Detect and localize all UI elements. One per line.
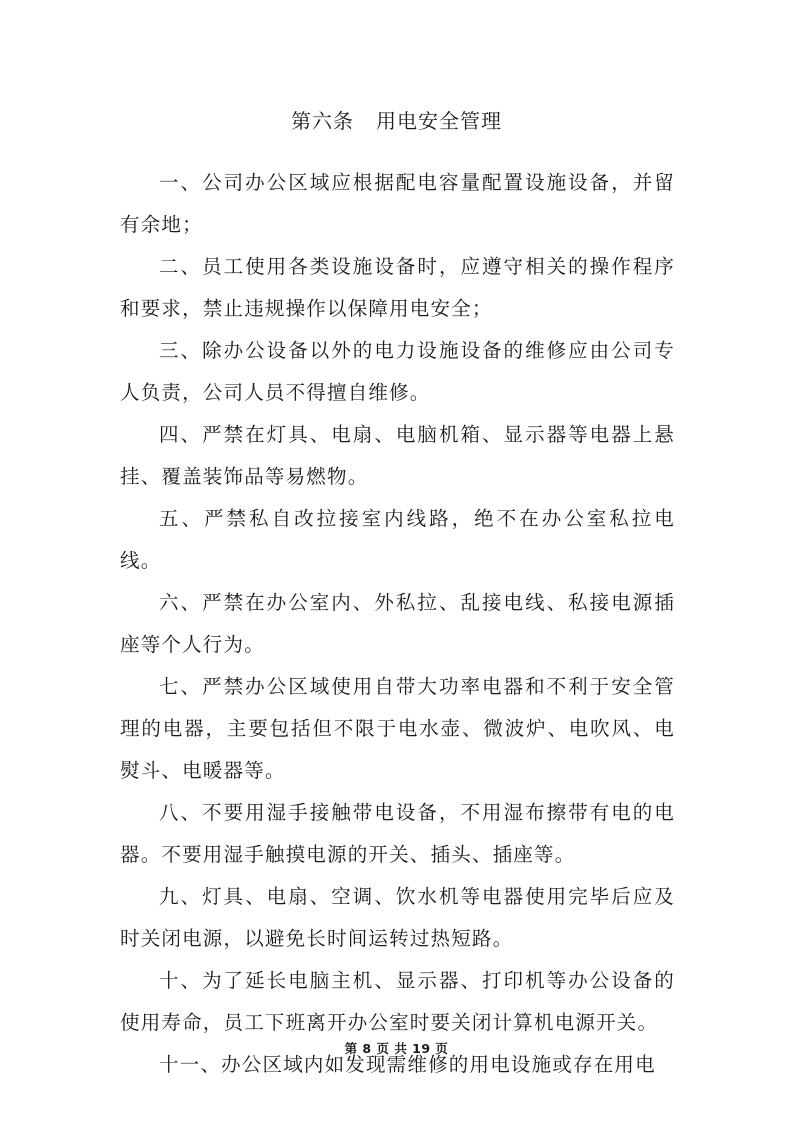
paragraph-10: 十、为了延长电脑主机、显示器、打印机等办公设备的使用寿命，员工下班离开办公室时要关闭计算机电源开关。	[120, 969, 675, 1034]
paragraph-11: 十一、办公区域内如发现需维修的用电设施或存在用电	[159, 1053, 656, 1076]
paragraph-7: 七、严禁办公区域使用自带大功率电器和不利于安全管理的电器，主要包括但不限于电水壶、微波炉、电吹风、电熨斗、电暖器等。	[120, 675, 675, 782]
paragraph-8: 八、不要用湿手接触带电设备，不用湿布擦带有电的电器。不要用湿手触摸电源的开关、插头、插座等。	[120, 801, 675, 866]
article-body	[120, 162, 675, 1086]
paragraph-4: 四、严禁在灯具、电扇、电脑机箱、显示器等电器上悬挂、覆盖装饰品等易燃物。	[120, 423, 675, 488]
paragraph-2: 二、员工使用各类设施设备时，应遵守相关的操作程序和要求，禁止违规操作以保障用电安全；	[120, 255, 675, 320]
paragraph-9: 九、灯具、电扇、空调、饮水机等电器使用完毕后应及时关闭电源，以避免长时间运转过热短路。	[120, 885, 675, 950]
article-number: 第六条	[291, 109, 354, 133]
paragraph-6: 六、严禁在办公室内、外私拉、乱接电线、私接电源插座等个人行为。	[120, 591, 675, 656]
paragraph-3: 三、除办公设备以外的电力设施设备的维修应由公司专人负责，公司人员不得擅自维修。	[120, 339, 675, 404]
article-title: 用电安全管理	[376, 109, 502, 133]
article-heading	[0, 104, 793, 138]
paragraph-5: 五、严禁私自改拉接室内线路，绝不在办公室私拉电线。	[120, 507, 675, 572]
paragraph-1: 一、公司办公区域应根据配电容量配置设施设备，并留有余地；	[120, 171, 675, 236]
page-footer: 第 8 页 共 19 页	[344, 1041, 449, 1056]
